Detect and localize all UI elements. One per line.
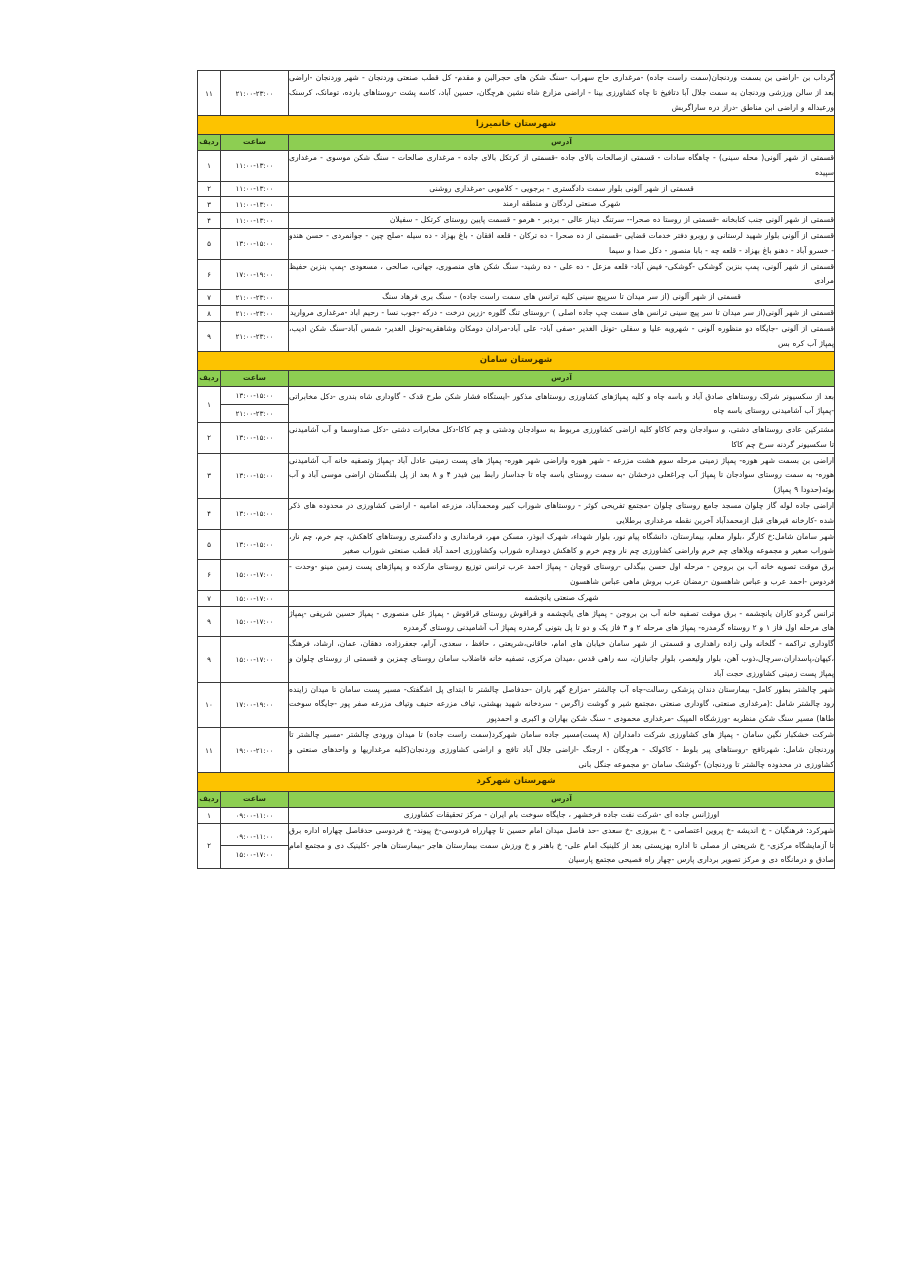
- row-address: شهر سامان شامل:خ کارگر ،بلوار معلم، بیمارستان، دانشگاه پیام نور، بلوار شهداء، شهرک ابوذر، مسکن مهر، فرمانداری و دادگستری روستاهای کاهکش، چم خرم، چم نار، شوراب صغیر و مجموعه ویلاهای چم خرم واراضی کشاورزی چم نار وچم خرم و کاهکش دومداره شوراب وکشاورزی احمد آباد قطب صنعتی شوراب صغیر: [289, 529, 835, 560]
- table-row: [198, 807, 835, 823]
- row-address: قسمتی از شهر آلونی (از سر میدان تا سرپیچ سینی کلیه ترانس های سمت راست جاده) - سنگ بری فرهاد سنگ: [289, 290, 835, 306]
- row-time-primary: ۰۹:۰۰-۱۱:۰۰: [221, 828, 288, 846]
- row-address: قسمتی از شهر آلونی( محله سینی) - چاهگاه سادات - قسمتی ازصالحات بالای جاده -قسمتی از کرتکل بالای جاده - مرغداری صالحات - سنگ شکن موسوی - مرغداری سپیده: [289, 151, 835, 182]
- table-row: [198, 259, 835, 290]
- row-time: ۲۱:۰۰-۲۳:۰۰: [221, 305, 289, 321]
- row-address: شهرک صنعتی لردگان و منطقه ارمند: [289, 197, 835, 213]
- row-number: ۱: [198, 807, 221, 823]
- row-time: ۱۱:۰۰-۱۳:۰۰: [221, 213, 289, 229]
- district-header-row: [198, 116, 835, 135]
- column-header-time: ساعت: [221, 792, 289, 808]
- row-time: ۱۹:۰۰-۲۱:۰۰: [221, 727, 289, 772]
- row-address: گرداب بن -اراضی بن بسمت وردنجان(سمت راست جاده) -مرغداری حاج سهراب -سنگ شکن های حجرالبن و مقدم- کل قطب صنعتی وردنجان - شهر وردنجان -اراضی بعد از سالن ورزشی وردنجان به سمت جلال آبا دتافیخ تا چاه کشاورزی بینا - اراضی مزارع شاه نشین هرچگان، حسین آباد، کاسه پشت -روستاهای بارده، تومانک، کرسنک ورعبداله و اراضی ابن مناطق -دراز دره ساراگربش: [289, 71, 835, 116]
- row-address: شهر چالشتر بطور کامل- بیمارستان دندان پزشکی رسالت-چاه آب چالشتر -مزارع گهر باران -حدفاصل چالشتر تا ابتدای پل اشگفتک- مسیر پست سامان تا میدان زاینده رود چالشتر شامل :(مرغداری صنعتی، گاوداری صنعتی ،مجتمع شیر و گوشت زاگرس - سردخانه شهید بهشتی، تیاف مزرعه حنیف وتیاف مزرعه صفر پور -جایگاه سوخت طاها) مسیر سنگ شکن منظربه -ورزشگاه المپیک -مرغداری محمودی - سنگ شکن بهاران و اکبری و احمدپور: [289, 682, 835, 727]
- row-time: ۱۱:۰۰-۱۳:۰۰: [221, 197, 289, 213]
- table-row: [198, 321, 835, 352]
- table-row: [198, 422, 835, 453]
- row-time: ۱۳:۰۰-۱۵:۰۰: [221, 422, 289, 453]
- row-time-primary: ۱۳:۰۰-۱۵:۰۰: [221, 387, 288, 405]
- row-time: ۰۹:۰۰-۱۱:۰۰: [221, 807, 289, 823]
- row-number: ۹: [198, 606, 221, 637]
- table-row: [198, 682, 835, 727]
- row-number: ۷: [198, 590, 221, 606]
- row-number: ۵: [198, 529, 221, 560]
- row-time: ۱۵:۰۰-۱۷:۰۰: [221, 560, 289, 591]
- row-address: قسمتی از شهر آلونی، پمپ بنزبن گوشکی -گوشکی- فیض آباد- قلعه مزعل - ده علی - ده رشید- سنگ شکن های منصوری، جهانی، صالحی ، مسعودی -پمپ بنزبن حفیظ مرادی: [289, 259, 835, 290]
- table-row: [198, 823, 835, 868]
- row-address: شرکت خشکبار نگین سامان - پمپاژ های کشاورزی شرکت دامداران (۸ پست)مسیر جاده سامان شهرکرد(سمت راست جاده) تا میدان ورودی چالشتر -مسیر چالشتر تا وردنجان شامل: شهرتافج -روستاهای پیر بلوط - کاکولک - هرچگان - ارجنگ -اراضی جلال آباد تافج و اراضی کشاورزی وردنجان(کلیه مرغداریها و واحدهای صنعتی و کشاورزی در محدوده چالشتر تا وردنجان) -گوشتک سامان -و مجموعه جنگل بانی: [289, 727, 835, 772]
- row-address: گاوداری تراکمه - گلخانه ولی زاده راهداری و قسمتی از شهر سامان خیابان های امام، خاقانی،شریعتی ، حافظ ، سعدی، آرام، جعفرزاده، دهقان، عمان، ارشاد، فرهنگ ،کیهان،پاسداران،سرچال،ذوب آهن، بلوار ولیعصر، بلوار جانبازان، سه راهی قدس ،میدان مرکزی، تصفیه خانه فاضلاب سامان روستای چمزبن و قسمتی از روستای چلوان و پمپاژ پست زمینی کشاورزی حجت آباد: [289, 637, 835, 682]
- table-row: [198, 305, 835, 321]
- row-time: ۲۱:۰۰-۲۳:۰۰: [221, 321, 289, 352]
- row-number: ۱۱: [198, 71, 221, 116]
- table-row: [198, 181, 835, 197]
- row-time: ۱۳:۰۰-۱۵:۰۰: [221, 529, 289, 560]
- row-address: قسمتی از آلونی -جایگاه دو منظوره آلونی - شهرویه علیا و سفلی -تونل الغدیر -صفی آباد- علی آباد-مرادان دومکان وشاهقریه-تونل الغدیر- شمس آباد-سنگ شکن ادیب، پمپاژ آب کره بس: [289, 321, 835, 352]
- table-row: [198, 606, 835, 637]
- row-number: ۱: [198, 151, 221, 182]
- row-time: ۱۷:۰۰-۱۹:۰۰: [221, 682, 289, 727]
- outage-schedule-table: [197, 70, 835, 869]
- table-row: [198, 560, 835, 591]
- row-number: ۹: [198, 321, 221, 352]
- row-address: ترانس گردو کاران یانچشمه - برق موقت تصفیه خانه آب بن بروجن - پمپاژ های یانچشمه و قراقوش روستای قراقوش - پمپاژ علی منصوری - پمپاژ حسین شریفی -پمپاژ های مرحله اول فاز ۱ و ۲ روستاه گرمدره- پمپاژ های مرحله ۲ و ۳ فاز یک و دو تا پل بتونی گرمدره پمپاژ آب آشامیدنی روستای گرمدره: [289, 606, 835, 637]
- column-header-time: ساعت: [221, 135, 289, 151]
- column-header-number: ردیف: [198, 135, 221, 151]
- column-header-address: آدرس: [289, 135, 835, 151]
- row-time-split: [221, 386, 289, 422]
- row-number: ۸: [198, 305, 221, 321]
- district-title: شهرستان شهرکرد: [198, 773, 835, 792]
- row-time: ۱۵:۰۰-۱۷:۰۰: [221, 637, 289, 682]
- row-time: ۱۱:۰۰-۱۳:۰۰: [221, 151, 289, 182]
- row-number: ۲: [198, 422, 221, 453]
- table-row: [198, 197, 835, 213]
- district-header-row: [198, 352, 835, 371]
- table-row: [198, 213, 835, 229]
- column-header-row: [198, 371, 835, 387]
- row-time: ۱۳:۰۰-۱۵:۰۰: [221, 498, 289, 529]
- table-row: [198, 228, 835, 259]
- row-address: قسمتی از شهر آلونی جنب کتابخانه -قسمتی از روستا ده صحرا-- سرتنگ دینار عالی - بردبر - هرمو - قسمت پایین روستای کرتکل - سفیلان: [289, 213, 835, 229]
- table-row: [198, 71, 835, 116]
- row-number: ۱۰: [198, 682, 221, 727]
- row-time-secondary: ۲۱:۰۰-۲۳:۰۰: [235, 408, 274, 418]
- district-title: شهرستان سامان: [198, 352, 835, 371]
- row-address: اراضی بن بسمت شهر هوره- پمپاژ زمینی مرحله سوم هشت مزرعه - شهر هوره واراضی شهر هوره- پمپاژ های پست زمینی عادل آباد -پمپاژ وتصفیه خانه آب آشامیدنی هوره- به سمت روستای سوادجان تا پمپاژ آب چراغعلی درخشان -به سمت روستای باسه چاه تا جداساز رابط بین فیدر ۴ و ۸ بعد از پل بلنگستان اراضی موسی آباد و آب بوئه(حدودا ۹ پمپاژ): [289, 453, 835, 498]
- row-number: ۹: [198, 637, 221, 682]
- row-number: ۳: [198, 197, 221, 213]
- row-number: ۴: [198, 213, 221, 229]
- district-header-row: [198, 773, 835, 792]
- row-number: ۷: [198, 290, 221, 306]
- table-row: [198, 386, 835, 422]
- row-number: ۳: [198, 453, 221, 498]
- column-header-number: ردیف: [198, 371, 221, 387]
- table-row: [198, 529, 835, 560]
- table-row: [198, 590, 835, 606]
- row-time: ۱۳:۰۰-۱۵:۰۰: [221, 228, 289, 259]
- row-address: قسمتی از شهر آلونی(از سر میدان تا سر پیچ سینی ترانس های سمت چپ جاده اصلی ) -روستای تنگ گلوره -زرین درخت - درکه -جوب نسا - رحیم اباد -مرغداری مروارید: [289, 305, 835, 321]
- row-number: ۴: [198, 498, 221, 529]
- row-time: ۱۵:۰۰-۱۷:۰۰: [221, 606, 289, 637]
- row-time: ۱۳:۰۰-۱۵:۰۰: [221, 453, 289, 498]
- row-number: ۶: [198, 259, 221, 290]
- row-number: ۲: [198, 823, 221, 868]
- table-row: [198, 290, 835, 306]
- row-time: ۲۱:۰۰-۲۳:۰۰: [221, 71, 289, 116]
- row-time-split: [221, 823, 289, 868]
- row-number: ۶: [198, 560, 221, 591]
- column-header-address: آدرس: [289, 371, 835, 387]
- column-header-time: ساعت: [221, 371, 289, 387]
- row-time: ۲۱:۰۰-۲۳:۰۰: [221, 290, 289, 306]
- row-number: ۱۱: [198, 727, 221, 772]
- row-address: بعد از سکسیونر شرلک روستاهای صادق آباد و باسه چاه و کلیه پمپاژهای کشاورزی روستاهای مذکور -ایستگاه فشار شکن طرح قدک - گاوداری شاه بندری -دکل مخابراتی -پمپاژ آب آشامیدنی روستای باسه چاه: [289, 386, 835, 422]
- row-address: اراضی جاده لوله گاز چلوان مسجد جامع روستای چلوان -مجتمع تفریحی کوثر - روستاهای شوراب کبیر ومحمدآباد، مزرعه امامیه - اراضی کشاورزی در محدوده های ذکر شده -کارخانه قیرهای قبل ازمحمدآباد آخربن نقطه مرغداری برطلایی: [289, 498, 835, 529]
- row-address: شهرک صنعتی یانچشمه: [289, 590, 835, 606]
- district-title: شهرستان خانمیرزا: [198, 116, 835, 135]
- table-row: [198, 727, 835, 772]
- table-row: [198, 151, 835, 182]
- table-row: [198, 637, 835, 682]
- row-time-secondary: ۱۵:۰۰-۱۷:۰۰: [235, 850, 274, 860]
- row-number: ۲: [198, 181, 221, 197]
- column-header-row: [198, 135, 835, 151]
- table-row: [198, 453, 835, 498]
- row-time: ۱۱:۰۰-۱۳:۰۰: [221, 181, 289, 197]
- column-header-address: آدرس: [289, 792, 835, 808]
- row-address: شهرکرد: فرهنگیان - خ اندیشه -خ پروین اعتصامی - خ بیروزی -خ سعدی -حد فاصل میدان امام حسین تا چهارراه فردوسی-خ پیوند- خ فردوسی حدفاصل چهاراه اداره برق تا آزمایشگاه مرکزی- خ شریعتی از مصلی تا اداره بهزیستی بعد از کلینیک امام علی- خ باهنر و خ ورزش سمت بیمارستان هاجر -بیمارستان هاجر -کلینیک دی و مجتمع امام صادق و درمانگاه دی و مرکز تصویر برداری پارس -چهار راه فصیحی مجتمع پارسیان: [289, 823, 835, 868]
- row-number: ۵: [198, 228, 221, 259]
- row-number: ۱: [198, 386, 221, 422]
- schedule-table-body: [198, 71, 835, 869]
- row-time: ۱۷:۰۰-۱۹:۰۰: [221, 259, 289, 290]
- column-header-number: ردیف: [198, 792, 221, 808]
- table-row: [198, 498, 835, 529]
- row-address: قسمتی از شهر آلونی بلوار سمت دادگستری - برجویی - کلاموبی -مرغداری روشنی: [289, 181, 835, 197]
- column-header-row: [198, 792, 835, 808]
- row-address: قسمتی از آلونی بلوار شهید لرستانی و روبرو دفتر خدمات قضایی -قسمتی از ده صحرا - ده ترکان - قلعه افقان - باغ بهزاد - ده سیله -صلح چین - جوانمردی - حسن هندو - خسرو آباد - دهنو باغ بهزاد - قلعه چه - بابا منصور - دکل صدا و سیما: [289, 228, 835, 259]
- row-address: اورژانس جاده ای -شرکت نفت جاده فرخشهر ، جایگاه سوخت بام ایران - مرکز تحقیقات کشاورزی: [289, 807, 835, 823]
- row-address: مشترکین عادی روستاهای دشتی، و سوادجان وجم کاکاو کلیه اراضی کشاورزی مربوط به سوادجان ودشتی و چم کاکا-دکل مخابرات دشتی -دکل صداوسما و آب آشامیدنی تا سکسیونر گردنه سرخ چم کاکا: [289, 422, 835, 453]
- row-address: برق موقت تصویه خانه آب بن بروجن - مرحله اول حسن بیگدلی -روستای قوچان - پمپاژ احمد عرب ترانس توزیع روستای مارکده و پمپاژهای پست زمین مینو -وحدت - فردوس -احمد عرب و عباس شاهسون -رمضان عرب بروش ماهی عباس شاهسون: [289, 560, 835, 591]
- row-time: ۱۵:۰۰-۱۷:۰۰: [221, 590, 289, 606]
